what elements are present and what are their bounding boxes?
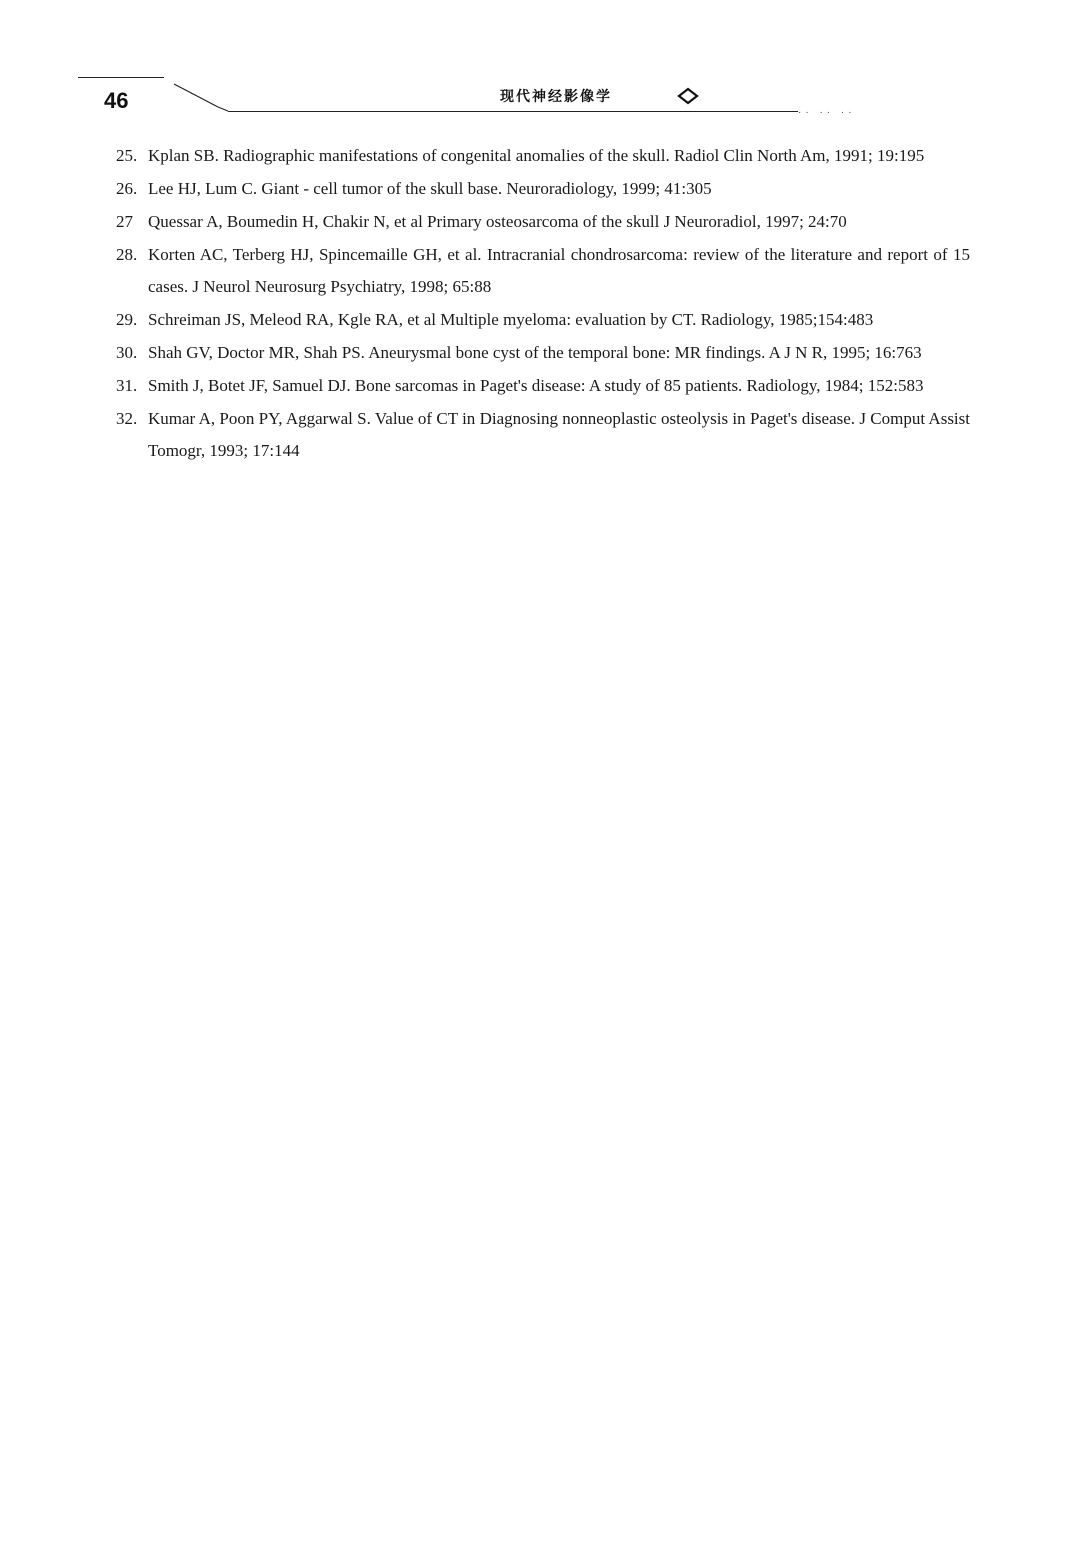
reference-item — [116, 206, 970, 238]
reference-number: 29. — [116, 310, 138, 329]
header-rule-short — [78, 77, 164, 78]
reference-item — [116, 304, 970, 336]
reference-item — [116, 370, 970, 402]
reference-item — [116, 239, 970, 303]
page-header — [0, 0, 1080, 120]
header-rule-long — [228, 111, 798, 112]
reference-number: 27 — [116, 212, 133, 231]
reference-text: Lee HJ, Lum C. Giant - cell tumor of the skull base. Neuroradiology, 1999; 41:305 — [148, 179, 712, 198]
header-diagonal-rule — [164, 77, 234, 117]
reference-number: 26. — [116, 179, 138, 198]
reference-number: 31. — [116, 376, 138, 395]
reference-text: Shah GV, Doctor MR, Shah PS. Aneurysmal bone cyst of the temporal bone: MR findings. A J N R, 1995; 16:763 — [148, 343, 922, 362]
diamond-icon — [676, 87, 700, 105]
reference-item — [116, 140, 970, 172]
reference-text: Schreiman JS, Meleod RA, Kgle RA, et al Multiple myeloma: evaluation by CT. Radiology, 1985;154:483 — [148, 310, 874, 329]
reference-text: Korten AC, Terberg HJ, Spincemaille GH, et al. Intracranial chondrosarcoma: review of the literature and report of 15 cases. J Neurol Neurosurg Psychiatry, 1998; 65:88 — [148, 245, 970, 296]
reference-list — [116, 140, 970, 468]
reference-number: 32. — [116, 409, 138, 428]
reference-text: Quessar A, Boumedin H, Chakir N, et al Primary osteosarcoma of the skull J Neuroradiol, 1997; 24:70 — [148, 212, 847, 231]
reference-number: 25. — [116, 146, 138, 165]
reference-item — [116, 337, 970, 369]
reference-number: 28. — [116, 245, 138, 264]
reference-text: Kumar A, Poon PY, Aggarwal S. Value of CT in Diagnosing nonneoplastic osteolysis in Paget's disease. J Comput Assist Tomogr, 1993; 17:144 — [148, 409, 970, 460]
journal-title: 现代神经影像学 — [500, 89, 612, 105]
reference-number: 30. — [116, 343, 138, 362]
reference-text: Kplan SB. Radiographic manifestations of congenital anomalies of the skull. Radiol Clin North Am, 1991; 19:195 — [148, 146, 925, 165]
page-number: 46 — [104, 88, 129, 113]
reference-text: Smith J, Botet JF, Samuel DJ. Bone sarcomas in Paget's disease: A study of 85 patients. Radiology, 1984; 152:583 — [148, 376, 924, 395]
reference-item — [116, 403, 970, 467]
reference-item — [116, 173, 970, 205]
header-dots: ·· ·· ·· — [798, 107, 856, 118]
